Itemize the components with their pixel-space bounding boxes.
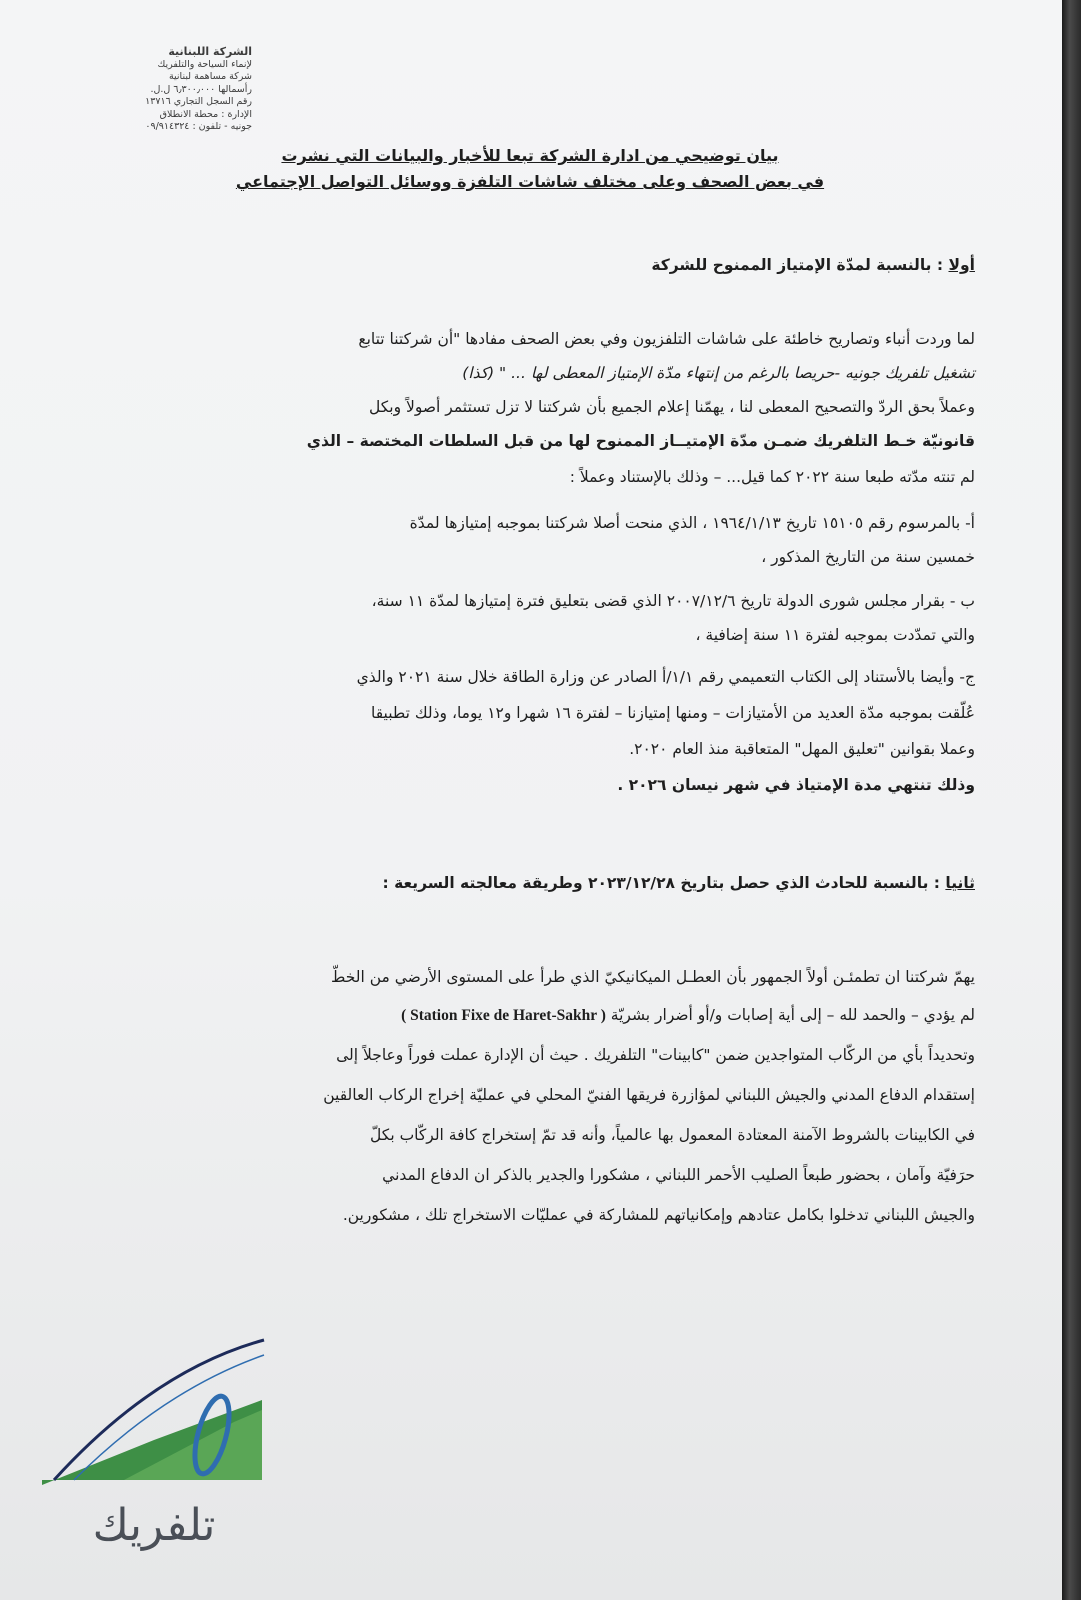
paragraph-line: لم تنته مدّته طبعا سنة ٢٠٢٢ كما قيل... – وذلك بالإستناد وعملاً : xyxy=(569,468,975,486)
section-1-heading xyxy=(150,256,975,274)
paragraph-line: إستقدام الدفاع المدني والجيش اللبناني لمؤازرة فريقها الفنيّ المحلي في عمليّة إخراج الركاب العالقين xyxy=(323,1086,975,1104)
paragraph-line xyxy=(150,1006,975,1025)
list-item: أ- بالمرسوم رقم ١٥١٠٥ تاريخ ١٩٦٤/١/١٣ ، الذي منحت أصلا شركتنا بموجبه إمتيازها لمدّة xyxy=(409,514,975,532)
paragraph-line: في الكابينات بالشروط الآمنة المعتادة المعمول بها عالمياً، وأنه قد تمّ إستخراج كافة الركّاب بكلّ xyxy=(370,1126,975,1144)
letterhead-line: رأسمالها ٦٫٣٠٠٫٠٠٠ ل.ل. xyxy=(150,83,252,95)
letterhead xyxy=(52,46,252,134)
paragraph-line: قانونيّة خـط التلفريك ضمـن مدّة الإمتيــاز الممنوح لها من قبل السلطات المختصة – الذي xyxy=(306,432,975,450)
list-item-continuation: خمسين سنة من التاريخ المذكور ، xyxy=(761,548,975,566)
letterhead-line: لإنماء السياحة والتلفريك xyxy=(157,58,252,70)
letterhead-line: شركة مساهمة لبنانية xyxy=(168,71,252,82)
page-edge-shadow xyxy=(1062,0,1081,1600)
document-title-line-1: بيان توضيحي من ادارة الشركة تبعا للأخبار والبيانات التي نشرت xyxy=(281,146,779,165)
paragraph-line: يهمّ شركتنا ان تطمئـن أولاً الجمهور بأن العطـل الميكانيكيّ الذي طرأ على المستوى الأرضي من الخطّ xyxy=(331,968,975,986)
paragraph-line: والجيش اللبناني تدخلوا بكامل عتادهم وإمكانياتهم للمشاركة في عمليّات الاستخراج تلك ، مشكورين. xyxy=(342,1206,975,1224)
section-2-heading-text: : بالنسبة للحادث الذي حصل بتاريخ ٢٠٢٣/١٢/٢٨ وطريقة معالجته السريعة : xyxy=(382,874,946,892)
section-1-heading-text: : بالنسبة لمدّة الإمتياز الممنوح للشركة xyxy=(651,256,949,274)
section-1-heading-label: أولا xyxy=(948,256,975,274)
list-item-continuation: عُلّقت بموجبه مدّة العديد من الأمتيازات – ومنها إمتيازنا – لفترة ١٦ شهرا و١٢ يوما، وذلك تطبيقا xyxy=(370,704,975,722)
list-item-continuation: والتي تمدّدت بموجبه لفترة ١١ سنة إضافية ، xyxy=(695,626,975,644)
list-item: ج- وأيضا بالأستناد إلى الكتاب التعميمي رقم ١/١/أ الصادر عن وزارة الطاقة خلال سنة ٢٠٢١ والذي xyxy=(356,668,975,686)
paragraph-line: تشغيل تلفريك جونيه -حريصا بالرغم من إنتهاء مدّة الإمتياز المعطى لها ... " (كذا) xyxy=(462,364,975,382)
letterhead-line: الشركة اللبنانية xyxy=(168,45,252,58)
paragraph-line: وتحديداً بأي من الركّاب المتواجدين ضمن "كابينات" التلفريك . حيث أن الإدارة عملت فوراً وعاجلاً إلى xyxy=(336,1046,975,1064)
paragraph-line: وعملاً بحق الردّ والتصحيح المعطى لنا ، يهمّنا إعلام الجميع بأن شركتنا لا تزل تستثمر أصولاً وبكل xyxy=(369,398,975,416)
paragraph-line: حرَفيّة وآمان ، بحضور طبعاً الصليب الأحمر اللبناني ، مشكورا والجدير بالذكر ان الدفاع المدني xyxy=(382,1166,975,1184)
station-name: ( Station Fixe de Haret-Sakhr ) xyxy=(401,1007,606,1024)
section-1-conclusion: وذلك تنتهي مدة الإمتياذ في شهر نيسان ٢٠٢٦ . xyxy=(617,776,975,794)
list-item: ب - بقرار مجلس شورى الدولة تاريخ ٢٠٠٧/١٢/٦ الذي قضى بتعليق فترة إمتيازها لمدّة ١١ سنة، xyxy=(371,592,975,610)
letterhead-line: الإدارة : محطة الانطلاق xyxy=(159,108,252,120)
document-title-line-2: في بعض الصحف وعلى مختلف شاشات التلفزة ووسائل التواصل الإجتماعي xyxy=(235,172,825,191)
list-item-continuation: وعملا بقوانين "تعليق المهل" المتعاقبة منذ العام ٢٠٢٠. xyxy=(629,740,975,758)
letterhead-line: جونيه - تلفون : ٠٩/٩١٤٣٢٤ xyxy=(145,121,252,132)
paragraph-line: لما وردت أنباء وتصاريح خاطئة على شاشات التلفزيون وفي بعض الصحف مفادها "أن شركتنا تتابع xyxy=(358,330,975,348)
letterhead-line: رقم السجل التجاري ١٣٧١٦ xyxy=(145,96,252,107)
logo-wordmark: تلفريك xyxy=(92,1500,216,1551)
section-2-heading xyxy=(150,874,975,892)
paragraph-text: لم يؤدي – والحمد لله – إلى أية إصابات و/أو أضرار بشريّة xyxy=(610,1006,975,1024)
section-2-heading-label: ثانيا xyxy=(945,874,975,892)
